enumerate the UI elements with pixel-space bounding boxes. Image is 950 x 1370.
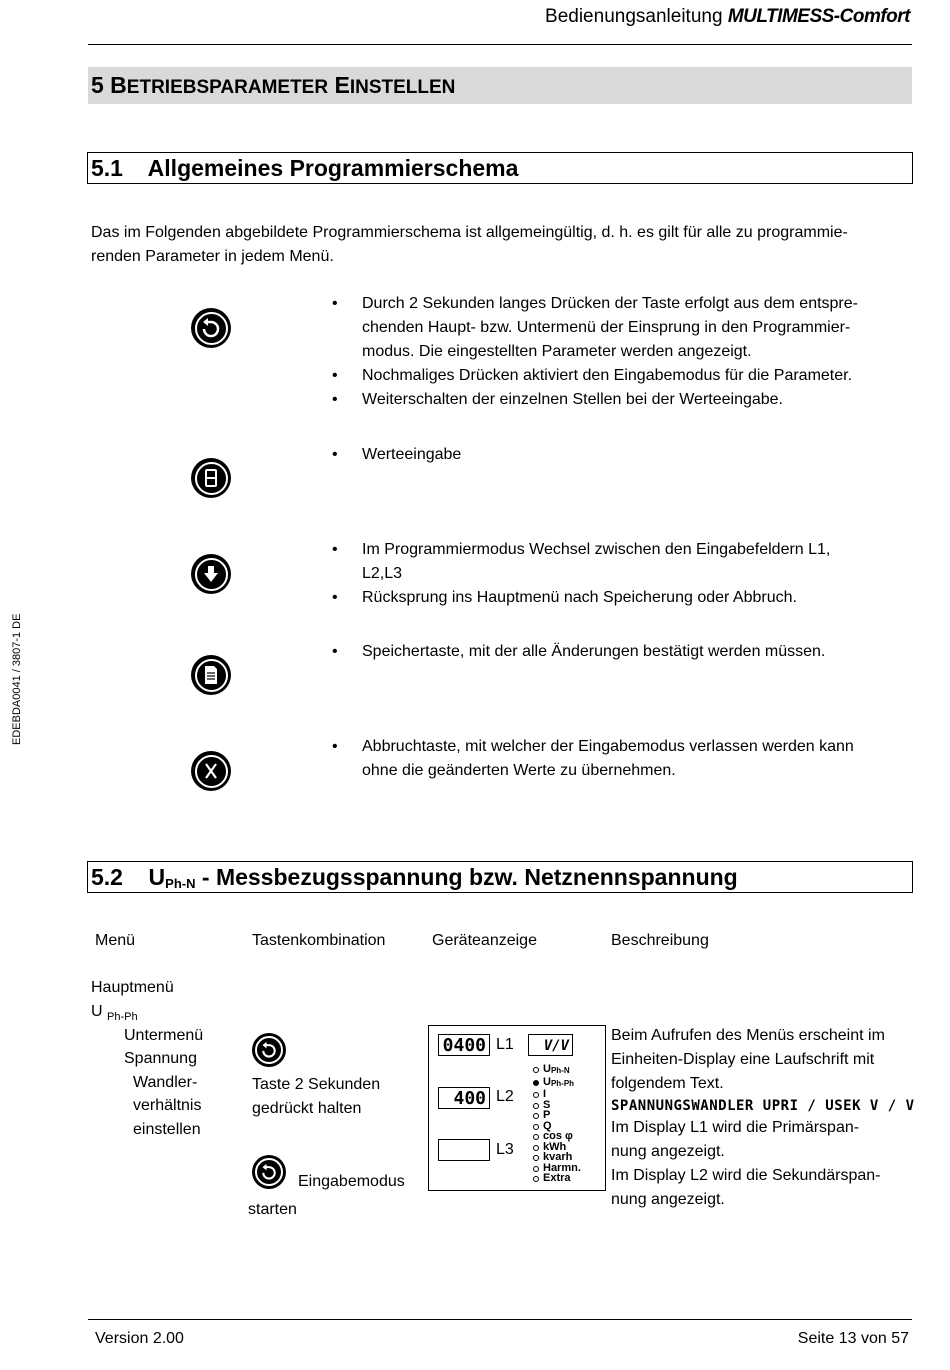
section-5-heading (88, 67, 912, 104)
list-item: • Im Programmiermodus Wechsel zwischen den Eingabefeldern L1, L2,L3 (330, 538, 910, 586)
menu-main: Hauptmenü (91, 979, 174, 996)
list-item: S (532, 1100, 581, 1111)
menu-sub-4: verhältnis (133, 1097, 202, 1114)
description: Beim Aufrufen des Menüs erscheint im Einheiten-Display eine Laufschrift mit folgendem Text. SPANNUNGSWANDLER UPRI / USEK V / V Im Display L1 wird die Primärspan- nung angezeigt. Im Display L2 wird die Sekundärspan- nung angezeigt. (611, 1027, 915, 1208)
footer-version: Version 2.00 (95, 1330, 184, 1347)
section-52-title: 5.2 $U_{Ph-N}$ - Messbezugsspannung bzw. Netznennspannung (91, 864, 738, 891)
document-id: EDEBDA0041 / 3807-1 DE (11, 613, 23, 745)
list-item: • Rücksprung ins Hauptmenü nach Speicherung oder Abbruch. (330, 586, 910, 610)
block-3-bullets (330, 538, 910, 610)
menu-sub-5: einstellen (133, 1121, 201, 1138)
program-enter-icon[interactable] (252, 1155, 286, 1189)
block-1-bullets (330, 292, 910, 412)
list-item: $U_{Ph-Ph}$ (532, 1077, 581, 1090)
program-enter-icon[interactable] (191, 308, 231, 348)
list-item: kvarh (532, 1152, 581, 1163)
scrolling-text: SPANNUNGSWANDLER UPRI / USEK V / V (611, 1098, 915, 1114)
col-header-menu: Menü (95, 932, 136, 949)
display-l3-label: L3 (496, 1141, 514, 1158)
key-hint-2b: starten (248, 1201, 297, 1218)
section-51-heading (87, 152, 913, 184)
section-52-heading (87, 861, 913, 893)
block-5-bullets (330, 735, 910, 783)
device-display (428, 1025, 606, 1191)
display-l2-label: L2 (496, 1088, 514, 1105)
header-rule (88, 44, 912, 45)
list-item: • Abbruchtaste, mit welcher der Eingabemodus verlassen werden kann ohne die geänderten Werte zu übernehmen. (330, 735, 910, 783)
key-hint-2a: Eingabemodus (298, 1173, 405, 1190)
digit-8-icon[interactable] (191, 458, 231, 498)
display-l2-value: 400 (438, 1087, 490, 1109)
key-hint-1b: gedrückt halten (252, 1100, 362, 1117)
display-l1-label: L1 (496, 1036, 514, 1053)
header-title: Bedienungsanleitung (545, 6, 723, 27)
menu-sub-3: Wandler- (133, 1074, 198, 1091)
program-enter-icon[interactable] (252, 1033, 286, 1067)
col-header-description: Beschreibung (611, 932, 709, 949)
list-item: Extra (532, 1173, 581, 1184)
arrow-down-icon[interactable] (191, 554, 231, 594)
running-header (545, 6, 910, 28)
display-l3-value (438, 1139, 490, 1161)
cancel-x-icon[interactable] (191, 751, 231, 791)
list-item: P (532, 1110, 581, 1121)
list-item: Q (532, 1121, 581, 1132)
header-product: MULTIMESS-Comfort (727, 6, 910, 27)
list-item: • Speichertaste, mit der alle Änderungen bestätigt werden müssen. (330, 640, 910, 664)
menu-sub-2: Spannung (124, 1050, 197, 1067)
block-4-bullets (330, 640, 910, 664)
list-item: I (532, 1089, 581, 1100)
list-item: • Weiterschalten der einzelnen Stellen bei der Werteeingabe. (330, 388, 910, 412)
list-item: • Nochmaliges Drücken aktiviert den Eingabemodus für die Parameter. (330, 364, 910, 388)
block-2-bullets (330, 443, 910, 467)
menu-u: U $_{Ph-Ph}$ (91, 1003, 138, 1024)
menu-sub-1: Untermenü (124, 1027, 204, 1044)
display-l1-value: 0400 (438, 1034, 490, 1056)
display-indicator-list (532, 1064, 581, 1184)
section-5-title: 5 BETRIEBSPARAMETER EINSTELLEN (91, 72, 456, 98)
footer-rule (88, 1319, 912, 1320)
display-unit: V/V (528, 1034, 573, 1056)
list-item: cos φ (532, 1131, 581, 1142)
footer-page: Seite 13 von 57 (797, 1330, 909, 1347)
list-item: • Durch 2 Sekunden langes Drücken der Taste erfolgt aus dem entspre- chenden Haupt- bzw. Untermenü der Einsprung in den Programmier- modus. Die eingestellten Parameter werden angezeigt. (330, 292, 910, 364)
col-header-keys: Tastenkombination (252, 932, 386, 949)
save-icon[interactable] (191, 655, 231, 695)
key-hint-1a: Taste 2 Sekunden (252, 1076, 381, 1093)
list-item: kWh (532, 1142, 581, 1153)
section-51-intro: Das im Folgenden abgebildete Programmierschema ist allgemeingültig, d. h. es gilt für alle zu programmie- renden Parameter in jedem Menü. (91, 224, 848, 265)
section-51-title: 5.1 Allgemeines Programmierschema (91, 155, 519, 181)
list-item: • Werteeingabe (330, 443, 910, 467)
list-item: Harmn. (532, 1163, 581, 1174)
list-item: $U_{Ph-N}$ (532, 1064, 581, 1077)
col-header-display: Geräteanzeige (432, 932, 537, 949)
